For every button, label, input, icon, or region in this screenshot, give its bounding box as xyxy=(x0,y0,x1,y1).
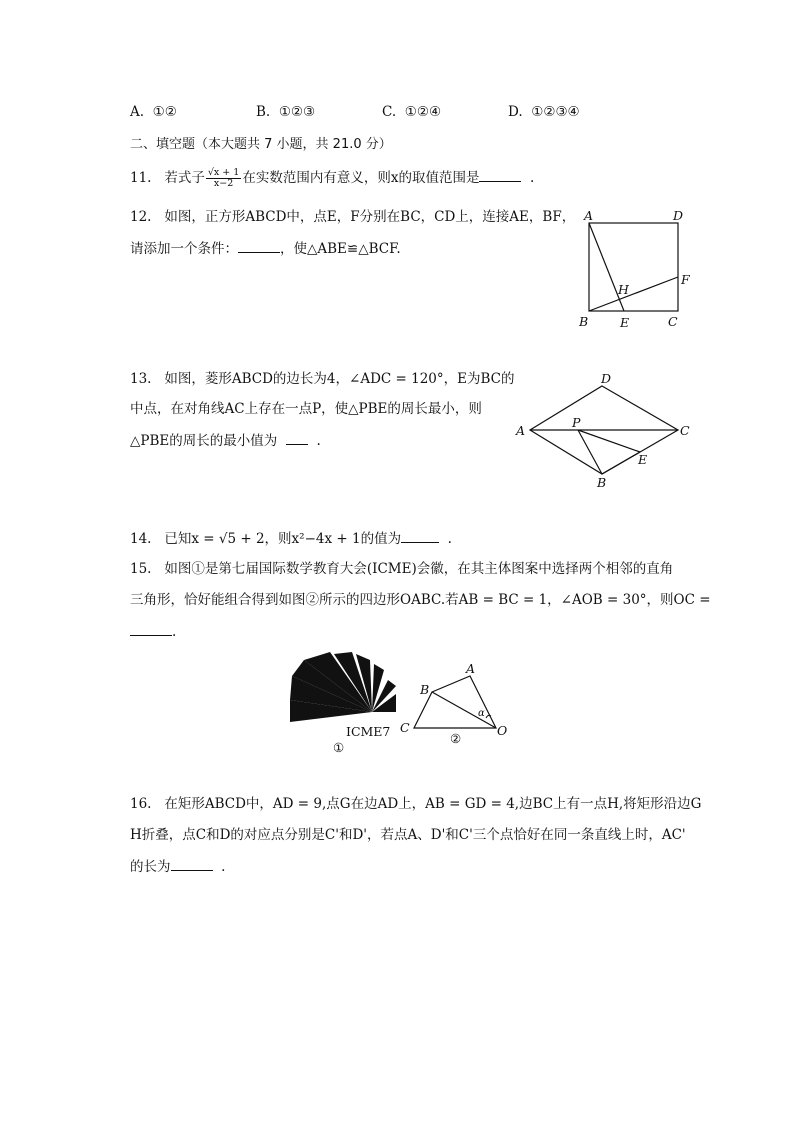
question-number: 16. xyxy=(130,796,152,812)
label-c: C xyxy=(680,423,690,438)
option-c: C. ①②④ xyxy=(382,104,442,120)
option-a: A. ①② xyxy=(130,104,177,120)
label-c: C xyxy=(668,314,678,329)
label-o: O xyxy=(497,723,508,738)
question-15-line1: 15. 如图①是第七届国际数学教育大会(ICME)会徽，在其主体图案中选择两个相邻的直角 xyxy=(130,561,674,577)
question-13-line3: △PBE的周长的最小值为 . xyxy=(130,433,321,449)
question-number: 13. xyxy=(130,371,152,387)
label-a: A xyxy=(516,423,526,438)
question-number: 14. xyxy=(130,531,152,547)
label-c: C xyxy=(400,720,410,735)
question-16-line3: 的长为 . xyxy=(130,859,226,875)
question-15-line3: . xyxy=(130,623,176,640)
label-e: E xyxy=(638,452,648,467)
label-a: A xyxy=(466,661,476,676)
label-d: D xyxy=(673,208,684,223)
label-p: P xyxy=(572,415,581,430)
label-f: F xyxy=(681,272,690,287)
question-12-line1: 12. 如图，正方形ABCD中，点E，F分别在BC，CD上，连接AE，BF， xyxy=(130,209,576,225)
question-number: 15. xyxy=(130,561,152,577)
option-b-value: ①②③ xyxy=(278,104,316,120)
caption-2: ② xyxy=(450,731,462,746)
label-b: B xyxy=(579,314,589,329)
question-14: 14. 已知x = √5 + 2，则x²−4x + 1的值为 . xyxy=(130,531,452,547)
question-15-line2: 三角形，恰好能组合得到如图②所示的四边形OABC.若AB = BC = 1，∠AOB = 30°，则OC = xyxy=(130,592,711,608)
label-b: B xyxy=(420,682,430,697)
label-a: A xyxy=(584,208,594,223)
label-alpha: α xyxy=(478,708,485,719)
fraction: $\frac{√x + 1}{x-2}$ xyxy=(207,167,240,189)
answer-blank xyxy=(171,858,213,871)
label-e: E xyxy=(620,315,630,330)
option-d: D. ①②③④ xyxy=(508,104,580,120)
option-b: B. ①②③ xyxy=(256,104,316,120)
option-a-value: ①② xyxy=(152,104,177,120)
question-11: 11. 若式子 $\frac{√x + 1}{x-2}$ 在实数范围内有意义，则x的取值范围是 . xyxy=(130,167,535,189)
logo-text: ICME7 xyxy=(346,724,391,739)
label-h: H xyxy=(618,282,629,297)
question-16-line2: H折叠，点C和D的对应点分别是C'和D'，若点A、D'和C'三个点恰好在同一条直线上时，AC' xyxy=(130,827,686,843)
label-d: D xyxy=(601,371,612,386)
option-d-value: ①②③④ xyxy=(531,104,580,120)
icme-logo xyxy=(290,652,396,722)
question-13-line1: 13. 如图，菱形ABCD的边长为4，∠ADC = 120°，E为BC的 xyxy=(130,371,515,387)
question-number: 11. xyxy=(130,169,152,186)
option-c-value: ①②④ xyxy=(404,104,442,120)
question-13-line2: 中点，在对角线AC上存在一点P，使△PBE的周长最小，则 xyxy=(130,401,482,417)
question-16-line1: 16. 在矩形ABCD中，AD = 9,点G在边AD上，AB = GD = 4,边BC上有一点H,将矩形沿边G xyxy=(130,796,702,812)
section-title: 二、填空题（本大题共 7 小题，共 21.0 分） xyxy=(130,137,392,152)
caption-1: ① xyxy=(333,740,345,755)
question-number: 12. xyxy=(130,209,152,225)
question-12-line2: 请添加一个条件： ，使△ABE≌△BCF. xyxy=(130,241,401,257)
label-b: B xyxy=(597,475,607,490)
